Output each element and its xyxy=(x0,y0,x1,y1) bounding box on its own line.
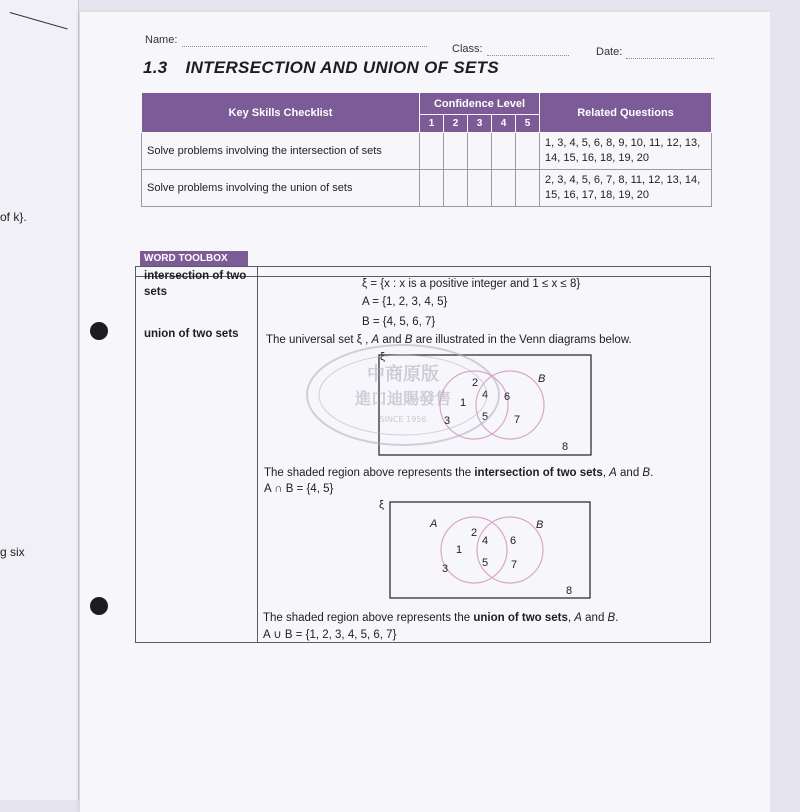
confidence-level-header: 4 xyxy=(492,115,516,133)
date-label: Date: xyxy=(596,46,623,58)
confidence-level-header: 3 xyxy=(468,115,492,133)
stamp-text: 中商原版 xyxy=(367,364,439,385)
confidence-checkbox[interactable] xyxy=(492,170,516,207)
set-a-label: A xyxy=(430,518,438,530)
previous-page-fragment: of k}. xyxy=(0,210,27,224)
venn-element: 4 xyxy=(482,389,489,401)
venn-diagram-union xyxy=(376,496,596,604)
venn-element: 7 xyxy=(514,414,521,426)
confidence-checkbox[interactable] xyxy=(444,133,468,170)
set-a-definition: A = {1, 2, 3, 4, 5} xyxy=(362,296,448,308)
confidence-checkbox[interactable] xyxy=(516,170,540,207)
set-b-definition: B = {4, 5, 6, 7} xyxy=(362,316,436,328)
confidence-level-header: 2 xyxy=(444,115,468,133)
venn-element: 8 xyxy=(566,585,573,597)
venn-element: 3 xyxy=(442,563,449,575)
universal-set-definition: ξ = {x : x is a positive integer and 1 ≤ x ≤ 8} xyxy=(362,278,581,290)
term-union: union of two sets xyxy=(144,328,239,340)
name-label: Name: xyxy=(145,34,178,46)
stamp-text: SINCE 1956 xyxy=(379,415,427,424)
set-b-label: B xyxy=(538,373,546,385)
venn-element: 2 xyxy=(472,377,479,389)
class-label: Class: xyxy=(452,43,483,55)
previous-page-rule xyxy=(3,12,68,54)
venn-element: 7 xyxy=(511,559,518,571)
universal-symbol: ξ xyxy=(379,499,384,511)
venn-element: 5 xyxy=(482,557,489,569)
venn-intro-text: The universal set ξ , A and B are illustrated in the Venn diagrams below. xyxy=(266,334,632,346)
skills-column-header: Key Skills Checklist xyxy=(142,93,420,133)
set-b-label: B xyxy=(536,519,544,531)
watermark-stamp xyxy=(303,340,503,450)
confidence-checkbox[interactable] xyxy=(468,170,492,207)
universal-symbol: ξ xyxy=(380,352,385,363)
confidence-checkbox[interactable] xyxy=(444,170,468,207)
previous-page xyxy=(0,0,79,800)
venn-element: 1 xyxy=(460,397,467,409)
skill-cell: Solve problems involving the union of sets xyxy=(142,170,420,207)
union-explanation: The shaded region above represents the union of two sets, A and B. xyxy=(263,612,619,624)
venn-element: 6 xyxy=(504,391,511,403)
venn-element: 6 xyxy=(510,535,517,547)
venn-element: 2 xyxy=(471,527,478,539)
venn-element: 3 xyxy=(444,415,451,427)
table-row xyxy=(142,170,712,207)
table-row xyxy=(142,133,712,170)
venn-element: 4 xyxy=(482,535,489,547)
venn-element: 1 xyxy=(456,544,463,556)
confidence-checkbox[interactable] xyxy=(468,133,492,170)
word-toolbox-divider xyxy=(257,266,258,643)
intersection-result: A ∩ B = {4, 5} xyxy=(264,483,334,495)
confidence-checkbox[interactable] xyxy=(420,170,444,207)
binder-hole xyxy=(90,322,108,340)
related-questions-cell: 2, 3, 4, 5, 6, 7, 8, 11, 12, 13, 14, 15, 16, 17, 18, 19, 20 xyxy=(540,170,712,207)
term-intersection: intersection of two sets xyxy=(144,270,247,298)
related-questions-cell: 1, 3, 4, 5, 6, 8, 9, 10, 11, 12, 13, 14, 15, 16, 18, 19, 20 xyxy=(540,133,712,170)
venn-element: 8 xyxy=(562,441,569,453)
skill-cell: Solve problems involving the intersection of sets xyxy=(142,133,420,170)
confidence-level-header: 1 xyxy=(420,115,444,133)
date-field[interactable] xyxy=(626,58,714,59)
word-toolbox-tag: WORD TOOLBOX xyxy=(140,251,248,266)
binder-hole xyxy=(90,597,108,615)
universal-set-box xyxy=(390,502,590,598)
section-number: 1.3 xyxy=(143,58,168,77)
related-questions-header: Related Questions xyxy=(540,93,712,133)
key-skills-checklist xyxy=(141,92,711,207)
stamp-text: 進口迪賜發售 xyxy=(354,389,452,408)
confidence-checkbox[interactable] xyxy=(420,133,444,170)
confidence-checkbox[interactable] xyxy=(516,133,540,170)
union-result: A ∪ B = {1, 2, 3, 4, 5, 6, 7} xyxy=(263,629,397,641)
confidence-column-header: Confidence Level xyxy=(420,93,540,115)
section-heading: INTERSECTION AND UNION OF SETS xyxy=(185,58,499,77)
confidence-level-header: 5 xyxy=(516,115,540,133)
set-b-circle xyxy=(477,517,543,583)
venn-element: 5 xyxy=(482,411,489,423)
class-field[interactable] xyxy=(487,55,569,56)
section-title xyxy=(143,58,499,78)
intersection-explanation: The shaded region above represents the intersection of two sets, A and B. xyxy=(264,467,654,479)
confidence-checkbox[interactable] xyxy=(492,133,516,170)
previous-page-fragment: g six xyxy=(0,545,25,559)
name-field[interactable] xyxy=(182,46,427,47)
